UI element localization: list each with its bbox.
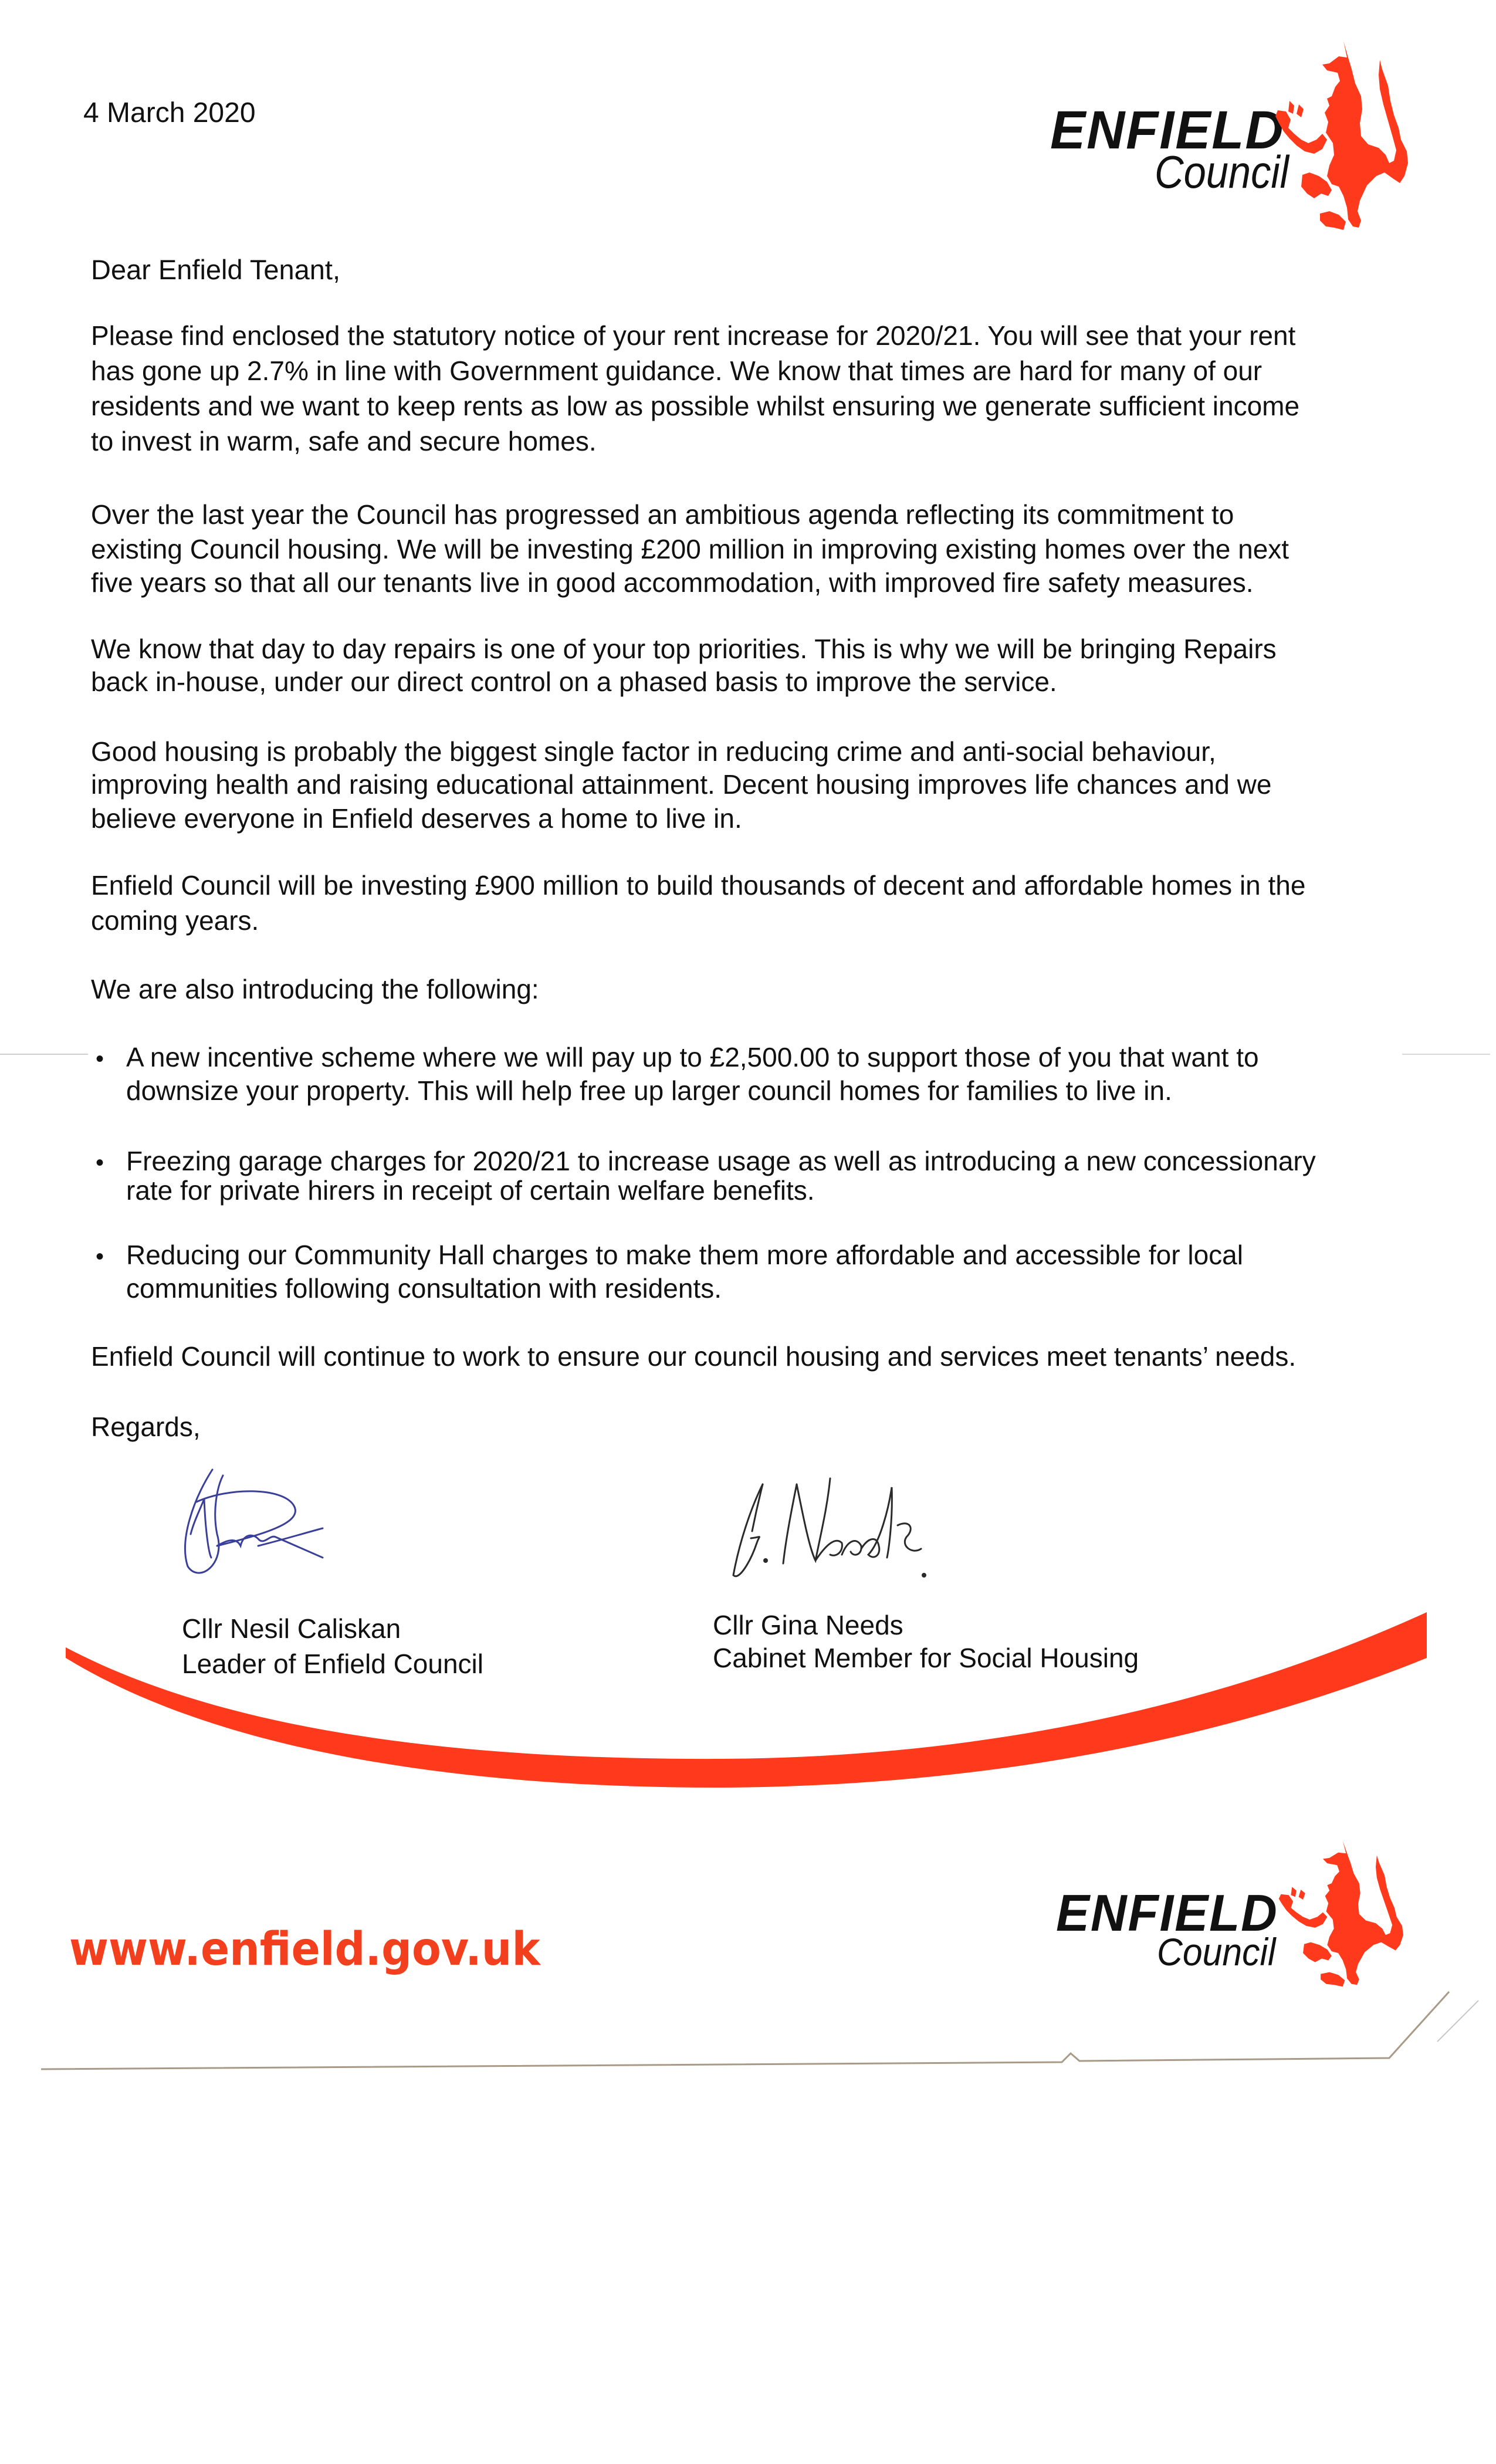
signature-caliskan — [176, 1464, 458, 1587]
closing-paragraph: Enfield Council will continue to work to ensure our council housing and services meet tenants’ needs. — [91, 1341, 1297, 1372]
website-link[interactable]: www.enfield.gov.uk — [69, 1923, 540, 1976]
signatory-role: Cabinet Member for Social Housing — [713, 1643, 1139, 1673]
paragraph-line: five years so that all our tenants live in good accommodation, with improved fire safety measures. — [91, 567, 1254, 598]
bullet-line: communities following consultation with residents. — [126, 1273, 722, 1304]
signatory-name: Cllr Gina Needs — [713, 1610, 903, 1640]
paragraph-line: Over the last year the Council has progressed an ambitious agenda reflecting its commitment to — [91, 499, 1234, 530]
bullet-line: downsize your property. This will help free up larger council homes for families to live in. — [126, 1075, 1172, 1106]
paragraph-line: Good housing is probably the biggest single factor in reducing crime and anti-social behaviour, — [91, 736, 1216, 767]
paragraph-line: Enfield Council will be investing £900 million to build thousands of decent and affordable homes in the — [91, 870, 1306, 901]
bullet-icon: • — [96, 1244, 104, 1270]
paragraph-line: existing Council housing. We will be investing £200 million in improving existing homes over the next — [91, 534, 1289, 564]
bullet-line: A new incentive scheme where we will pay up to £2,500.00 to support those of you that want to — [126, 1042, 1259, 1072]
bullet-icon: • — [96, 1046, 104, 1072]
paragraph-line: We are also introducing the following: — [91, 974, 539, 1004]
paragraph-line: residents and we want to keep rents as low as possible whilst ensuring we generate sufficient income — [91, 391, 1300, 421]
decorative-swoosh — [0, 1584, 1496, 1819]
signature-needs — [727, 1473, 1033, 1590]
dragon-icon — [1277, 1840, 1412, 1989]
greeting: Dear Enfield Tenant, — [91, 254, 341, 285]
bullet-line: rate for private hirers in receipt of certain welfare benefits. — [126, 1175, 815, 1206]
logo-subword: Council — [1155, 146, 1289, 198]
paragraph-line: We know that day to day repairs is one of your top priorities. This is why we will be bringing Repairs — [91, 634, 1277, 664]
paragraph-line: improving health and raising educational attainment. Decent housing improves life chances and we — [91, 769, 1272, 800]
paragraph-line: coming years. — [91, 905, 259, 936]
letter-date: 4 March 2020 — [83, 97, 256, 128]
bullet-line: Reducing our Community Hall charges to make them more affordable and accessible for local — [126, 1240, 1243, 1270]
logo-wordmark: ENFIELD — [1056, 1884, 1278, 1942]
bullet-line: Freezing garage charges for 2020/21 to increase usage as well as introducing a new concessionary — [126, 1146, 1316, 1176]
logo-wordmark: ENFIELD — [1050, 100, 1285, 160]
paragraph-line: Please find enclosed the statutory notice of your rent increase for 2020/21. You will see that your rent — [91, 320, 1296, 351]
signatory-role: Leader of Enfield Council — [182, 1649, 483, 1679]
paragraph-line: has gone up 2.7% in line with Government guidance. We know that times are hard for many of our — [91, 356, 1263, 386]
dragon-icon — [1273, 40, 1417, 233]
paragraph-line: back in-house, under our direct control on a phased basis to improve the service. — [91, 666, 1057, 697]
logo-subword: Council — [1157, 1930, 1276, 1974]
signatory-name: Cllr Nesil Caliskan — [182, 1613, 401, 1644]
sign-off: Regards, — [91, 1412, 201, 1442]
paragraph-line: believe everyone in Enfield deserves a home to live in. — [91, 803, 742, 834]
paragraph-line: to invest in warm, safe and secure homes. — [91, 426, 597, 456]
bullet-icon: • — [96, 1150, 104, 1176]
